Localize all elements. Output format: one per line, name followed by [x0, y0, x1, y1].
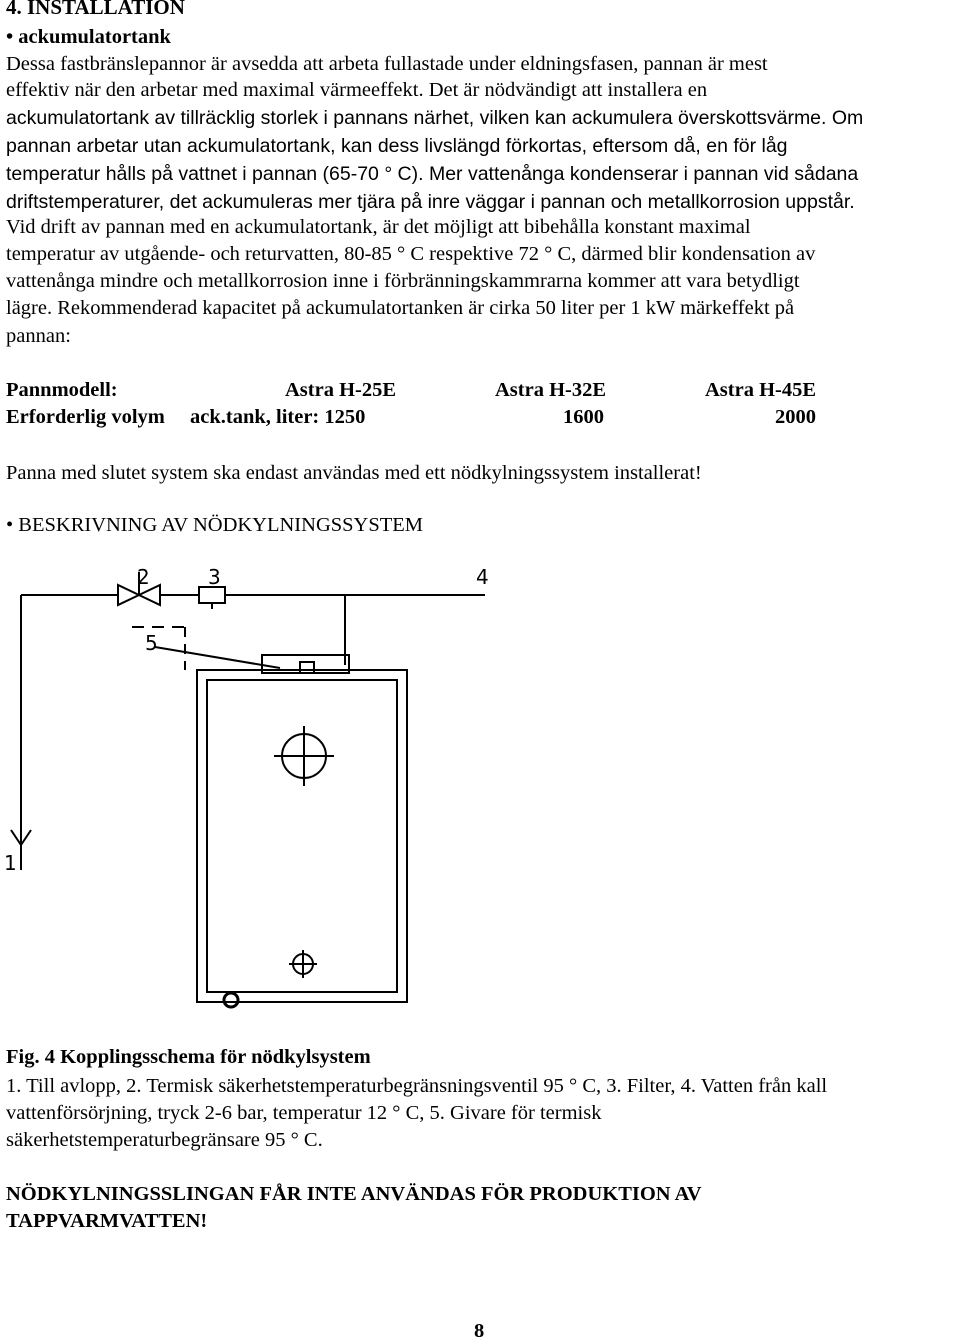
funnel-left — [11, 830, 21, 845]
label-1: 1 — [4, 851, 17, 875]
bullet-beskrivning: • BESKRIVNING AV NÖDKYLNINGSSYSTEM — [6, 514, 424, 536]
table-row2-label: Erforderlig volym — [6, 406, 165, 428]
table-row1-c2: Astra H-32E — [495, 379, 607, 401]
boiler-inner-panel — [207, 680, 397, 992]
note-text: Panna med slutet system ska endast användas med ett nödkylningssystem installerat! — [6, 462, 702, 484]
warning-line: NÖDKYLNINGSSLINGAN FÅR INTE ANVÄNDAS FÖR PRODUKTION AV — [6, 1183, 702, 1205]
para-line: ackumulatortank av tillräcklig storlek i pannans närhet, vilken kan ackumulera överskottsvärme. Om — [6, 107, 864, 129]
figure-caption-line: säkerhetstemperaturbegränsare 95 ° C. — [6, 1129, 323, 1151]
para-line: effektiv när den arbetar med maximal värmeeffekt. Det är nödvändigt att installera en — [6, 79, 708, 101]
table-row2-c3: 2000 — [775, 406, 816, 428]
para-line: temperatur hålls på vattnet i pannan (65-70 ° C). Mer vattenånga kondenserar i pannan vid sådana — [6, 163, 859, 185]
label-4: 4 — [476, 565, 489, 589]
table-row2-c2: 1600 — [563, 406, 604, 428]
para-line: Vid drift av pannan med en ackumulatortank, är det möjligt att bibehålla konstant maximal — [6, 216, 751, 238]
funnel-right — [21, 830, 31, 845]
page-number: 8 — [474, 1320, 485, 1342]
figure-title: Fig. 4 Kopplingsschema för nödkylsystem — [6, 1046, 371, 1068]
para-line: driftstemperaturer, det ackumuleras mer tjära på inre väggar i pannan och metallkorrosion uppstår. — [6, 191, 855, 213]
label-5: 5 — [145, 631, 158, 655]
drain-button — [224, 993, 238, 1007]
label-2: 2 — [137, 565, 150, 589]
para-line: pannan arbetar utan ackumulatortank, kan dess livslängd förkortas, eftersom då, en för låg — [6, 135, 788, 157]
para-line: Dessa fastbränslepannor är avsedda att arbeta fullastade under eldningsfasen, pannan är mest — [6, 53, 768, 75]
para-line: lägre. Rekommenderad kapacitet på ackumulatortanken är cirka 50 liter per 1 kW märkeffekt på — [6, 297, 795, 319]
table-row1-label: Pannmodell: — [6, 379, 118, 401]
figure-caption-line: 1. Till avlopp, 2. Termisk säkerhetstemperaturbegränsningsventil 95 ° C, 3. Filter, 4. Vatten från kall — [6, 1075, 828, 1097]
section-heading: 4. INSTALLATION — [6, 0, 185, 19]
table-row1-c3: Astra H-45E — [705, 379, 817, 401]
para-line: temperatur av utgående- och returvatten, 80-85 ° C respektive 72 ° C, därmed blir kondensation av — [6, 243, 816, 265]
bullet-ackumulatortank: • ackumulatortank — [6, 26, 171, 48]
emergency-cooling-diagram — [0, 550, 960, 1040]
figure-caption-line: vattenförsörjning, tryck 2-6 bar, temperatur 12 ° C, 5. Givare för termisk — [6, 1102, 602, 1124]
para-line: pannan: — [6, 325, 71, 347]
table-row2-label2: ack.tank, liter: 1250 — [190, 406, 366, 428]
label-3: 3 — [208, 565, 221, 589]
para-line: vattenånga mindre och metallkorrosion inne i förbränningskammrarna kommer att vara betydligt — [6, 270, 800, 292]
warning-line: TAPPVARMVATTEN! — [6, 1210, 208, 1232]
table-row1-c1: Astra H-25E — [285, 379, 397, 401]
boiler-top-port — [300, 662, 314, 673]
filter-body — [199, 587, 225, 603]
valve-left-triangle — [118, 585, 139, 605]
